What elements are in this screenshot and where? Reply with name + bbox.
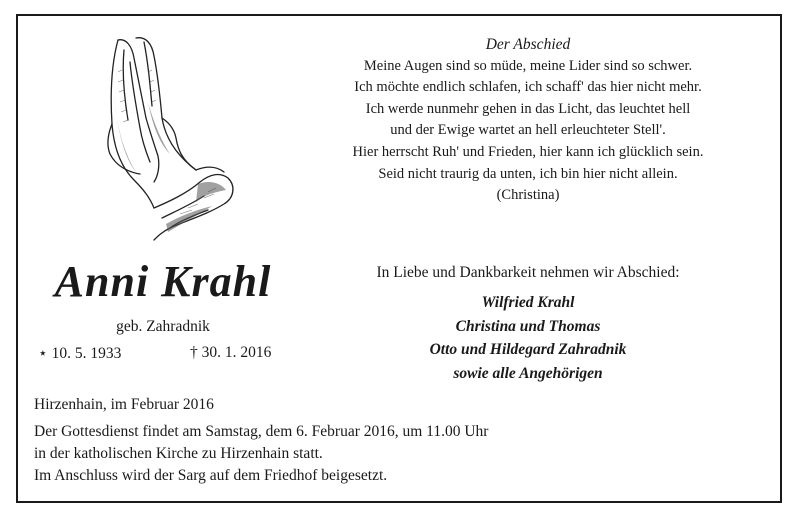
praying-hands-icon — [88, 32, 248, 244]
poem-line: Ich werde nunmehr gehen in das Licht, das leuchtet hell — [365, 100, 691, 117]
mourner: Otto und Hildegard Zahradnik — [429, 341, 627, 359]
poem-author: (Christina) — [496, 187, 560, 204]
mourners-list — [308, 291, 748, 385]
mourner: sowie alle Angehörigen — [453, 364, 603, 382]
poem-line: Hier herrscht Ruh' und Frieden, hier kann ich glücklich sein. — [352, 143, 704, 160]
service-line: in der katholischen Kirche zu Hirzenhain statt. — [34, 445, 323, 462]
poem-line: Ich möchte endlich schlafen, ich schaff' das hier nicht mehr. — [354, 79, 702, 96]
obituary-frame — [16, 14, 782, 503]
farewell-line: In Liebe und Dankbarkeit nehmen wir Abschied: — [376, 264, 680, 281]
deceased-name: Anni Krahl — [54, 257, 272, 306]
poem-line: Meine Augen sind so müde, meine Lider sind so schwer. — [363, 57, 693, 74]
service-line: Im Anschluss wird der Sarg auf dem Friedhof beigesetzt. — [34, 467, 388, 484]
place-date: Hirzenhain, im Februar 2016 — [34, 396, 214, 413]
poem-title: Der Abschied — [485, 36, 571, 53]
poem-line: und der Ewige wartet an hell erleuchteter Stell'. — [390, 122, 666, 139]
maiden-name: geb. Zahradnik — [116, 318, 210, 335]
poem-line: Seid nicht traurig da unten, ich bin hier nicht allein. — [378, 165, 678, 182]
service-line: Der Gottesdienst findet am Samstag, dem 6. Februar 2016, um 11.00 Uhr — [34, 423, 489, 440]
mourner: Christina und Thomas — [455, 317, 601, 335]
farewell-poem — [308, 34, 748, 207]
mourner: Wilfried Krahl — [481, 294, 575, 311]
birth-date: ⋆ 10. 5. 1933 — [38, 345, 122, 362]
death-date: † 30. 1. 2016 — [190, 344, 272, 361]
service-info — [34, 394, 754, 487]
